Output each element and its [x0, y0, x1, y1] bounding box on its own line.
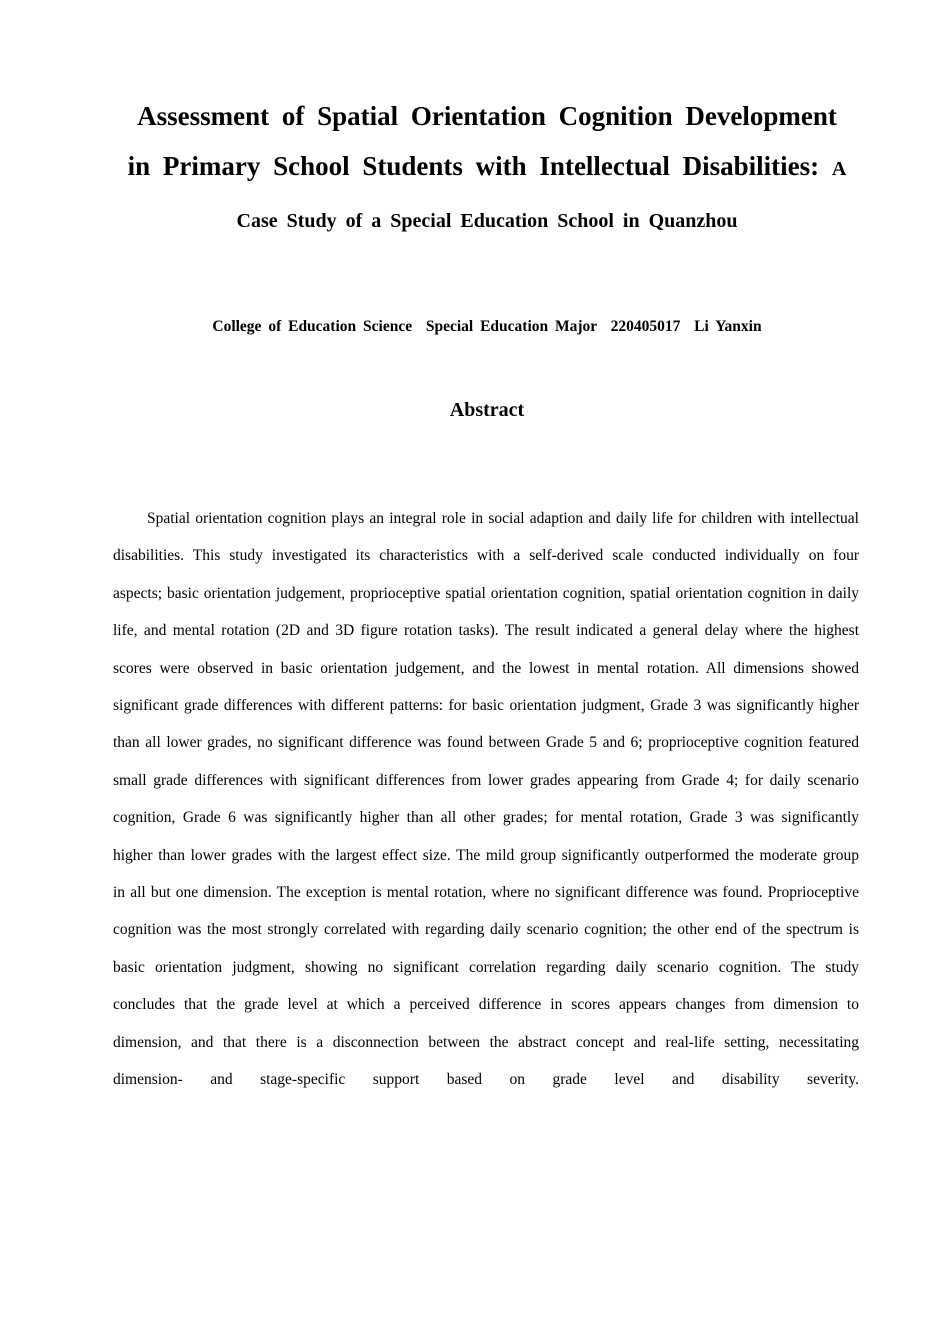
paper-title-main: Assessment of Spatial Orientation Cognition Development in Primary School Students with Intellectual Disabilities:: [127, 101, 837, 181]
author-affiliation: College of Education Science Special Education Major 220405017 Li Yanxin: [212, 318, 762, 335]
abstract-heading: Abstract: [449, 399, 525, 421]
paper-title: [120, 92, 854, 247]
paper-title-subtitle: A Case Study of a Special Education School in Quanzhou: [236, 157, 847, 232]
abstract-paragraph: Spatial orientation cognition plays an integral role in social adaption and daily life for children with intellectual disabilities. This study investigated its characteristics with a self-derived scale conducted individually on four aspects; basic orientation judgement, proprioceptive spatial orientation cognition, spatial orientation cognition in daily life, and mental rotation (2D and 3D figure rotation tasks). The result indicated a general delay where the highest scores were observed in basic orientation judgement, and the lowest in mental rotation. All dimensions showed significant grade differences with different patterns: for basic orientation judgment, Grade 3 was significantly higher than all lower grades, no significant difference was found between Grade 5 and 6; proprioceptive cognition featured small grade differences with significant differences from lower grades appearing from Grade 4; for daily scenario cognition, Grade 6 was significantly higher than all other grades; for mental rotation, Grade 3 was significantly higher than lower grades with the largest effect size. The mild group significantly outperformed the moderate group in all but one dimension. The exception is mental rotation, where no significant difference was found. Proprioceptive cognition was the most strongly correlated with regarding daily scenario cognition; the other end of the spectrum is basic orientation judgment, showing no significant correlation regarding daily scenario cognition. The study concludes that the grade level at which a perceived difference in scores appears changes from dimension to dimension, and that there is a disconnection between the abstract concept and real-life setting, necessitating dimension- and stage-specific support based on grade level and disability severity.: [113, 510, 859, 1089]
